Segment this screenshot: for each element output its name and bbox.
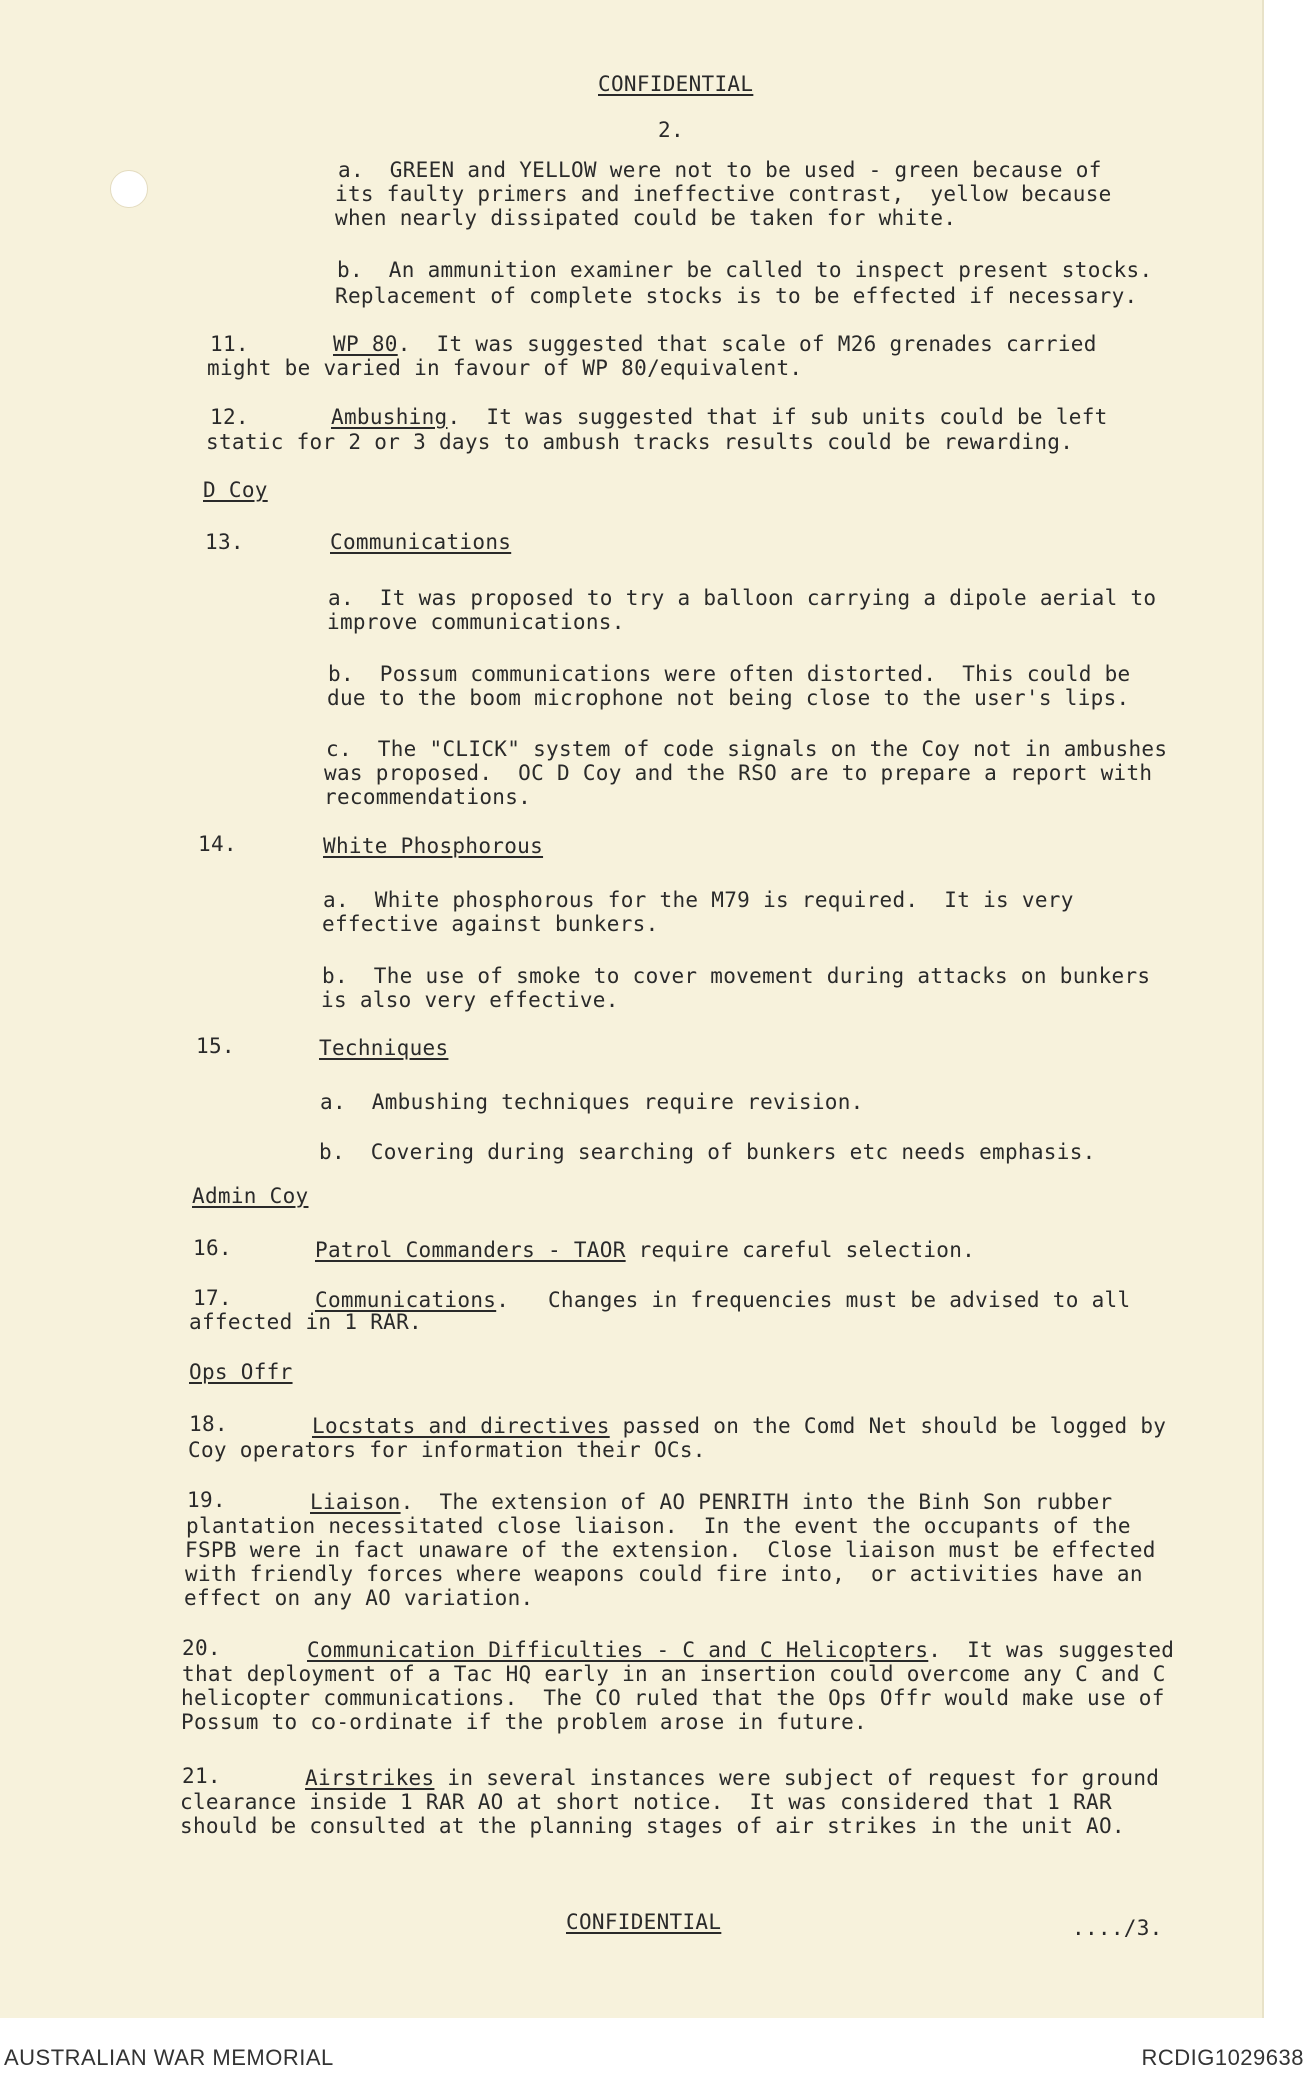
p11-line1 [333,332,1097,356]
p19-line5: effect on any AO variation. [184,1586,534,1610]
p17-line1 [315,1288,1130,1312]
page-number: 2. [658,118,684,142]
p13-number: 13. [205,530,244,554]
p21-number: 21. [182,1764,221,1788]
p13c-line1: c. The "CLICK" system of code signals on the Coy not in ambushes [326,737,1168,761]
p10b-line2: Replacement of complete stocks is to be effected if necessary. [335,284,1138,308]
header-classification: CONFIDENTIAL [598,72,754,96]
p16-title: Patrol Commanders - TAOR [315,1238,626,1262]
p12-title: Ambushing [331,405,448,429]
p15-title: Techniques [319,1036,449,1060]
p18-line1 [312,1414,1166,1438]
p11-text: . It was suggested that scale of M26 grenades carried [397,332,1097,356]
p13c-line2: was proposed. OC D Coy and the RSO are to prepare a report with [324,761,1153,785]
p15b-line: b. Covering during searching of bunkers etc needs emphasis. [319,1140,1096,1164]
p21-line3: should be consulted at the planning stages of air strikes in the unit AO. [180,1814,1125,1838]
p20-line3: helicopter communications. The CO ruled that the Ops Offr would make use of [181,1686,1165,1710]
p21-text: in several instances were subject of request for ground [434,1766,1160,1790]
p18-text: passed on the Comd Net should be logged by [609,1414,1167,1438]
p13b-line1: b. Possum communications were often distorted. This could be [328,662,1131,686]
p16-number: 16. [193,1236,232,1260]
p11-title: WP 80 [333,332,398,356]
p13a-line1: a. It was proposed to try a balloon carrying a dipole aerial to [328,586,1157,610]
p14a-line2: effective against bunkers. [322,912,659,936]
p10a-line2: its faulty primers and ineffective contrast, yellow because [335,182,1112,206]
p17-text: . Changes in frequencies must be advised to all [496,1288,1131,1312]
p17-number: 17. [193,1286,232,1310]
p17-line2: affected in 1 RAR. [189,1310,422,1334]
p17-title: Communications [315,1288,497,1312]
p14b-line1: b. The use of smoke to cover movement during attacks on bunkers [322,964,1151,988]
p15a-line: a. Ambushing techniques require revision. [320,1090,864,1114]
p20-number: 20. [182,1636,221,1660]
p19-line2: plantation necessitated close liaison. In the event the occupants of the [186,1514,1131,1538]
caption-id: RCDIG1029638 [1141,2045,1304,2070]
p12-number: 12. [210,405,249,429]
p20-line2: that deployment of a Tac HQ early in an insertion could overcome any C and C [182,1662,1166,1686]
p20-line1 [307,1638,1174,1662]
p14-title: White Phosphorous [323,834,544,858]
p13c-line3: recommendations. [324,785,532,809]
section-admin-coy: Admin Coy [192,1184,309,1208]
p10b-line1: b. An ammunition examiner be called to inspect present stocks. [337,258,1153,282]
p13a-line2: improve communications. [327,610,625,634]
footer-classification: CONFIDENTIAL [566,1910,722,1934]
p18-title: Locstats and directives [312,1414,610,1438]
p19-line1 [310,1490,1112,1514]
p12-text: . It was suggested that if sub units could be left [447,405,1108,429]
p21-line1 [305,1766,1159,1790]
p13b-line2: due to the boom microphone not being close to the user's lips. [327,686,1130,710]
p14b-line2: is also very effective. [321,988,619,1012]
p15-number: 15. [196,1034,235,1058]
punch-hole [110,170,148,208]
continuation-marker: ..../3. [1072,1916,1163,1940]
p19-line4: with friendly forces where weapons could fire into, or activities have an [185,1562,1143,1586]
p11-number: 11. [210,332,249,356]
p19-title: Liaison [310,1490,401,1514]
p16-line1 [315,1238,975,1262]
section-d-coy: D Coy [203,478,268,502]
p18-number: 18. [189,1412,228,1436]
p10a-line3: when nearly dissipated could be taken for white. [335,206,957,230]
p20-text: . It was suggested [928,1638,1175,1662]
p18-line2: Coy operators for information their OCs. [188,1438,706,1462]
p20-title: Communication Difficulties - C and C Helicopters [307,1638,929,1662]
p19-line3: FSPB were in fact unaware of the extension. Close liaison must be effected [185,1538,1156,1562]
p13-title: Communications [330,530,512,554]
section-ops-offr: Ops Offr [189,1360,293,1384]
p10a-line1: a. GREEN and YELLOW were not to be used - green because of [338,158,1102,182]
p21-title: Airstrikes [305,1766,435,1790]
p21-line2: clearance inside 1 RAR AO at short notice. It was considered that 1 RAR [180,1790,1112,1814]
p16-text: require careful selection. [625,1238,976,1262]
p20-line4: Possum to co-ordinate if the problem arose in future. [181,1710,867,1734]
p14a-line1: a. White phosphorous for the M79 is required. It is very [323,888,1074,912]
p19-text: . The extension of AO PENRITH into the Binh Son rubber [400,1490,1113,1514]
caption-source: AUSTRALIAN WAR MEMORIAL [4,2045,334,2070]
p11-line2: might be varied in favour of WP 80/equivalent. [207,356,803,380]
p19-number: 19. [187,1488,226,1512]
p14-number: 14. [198,832,237,856]
p12-line2: static for 2 or 3 days to ambush tracks results could be rewarding. [206,430,1074,454]
p12-line1 [331,405,1108,429]
